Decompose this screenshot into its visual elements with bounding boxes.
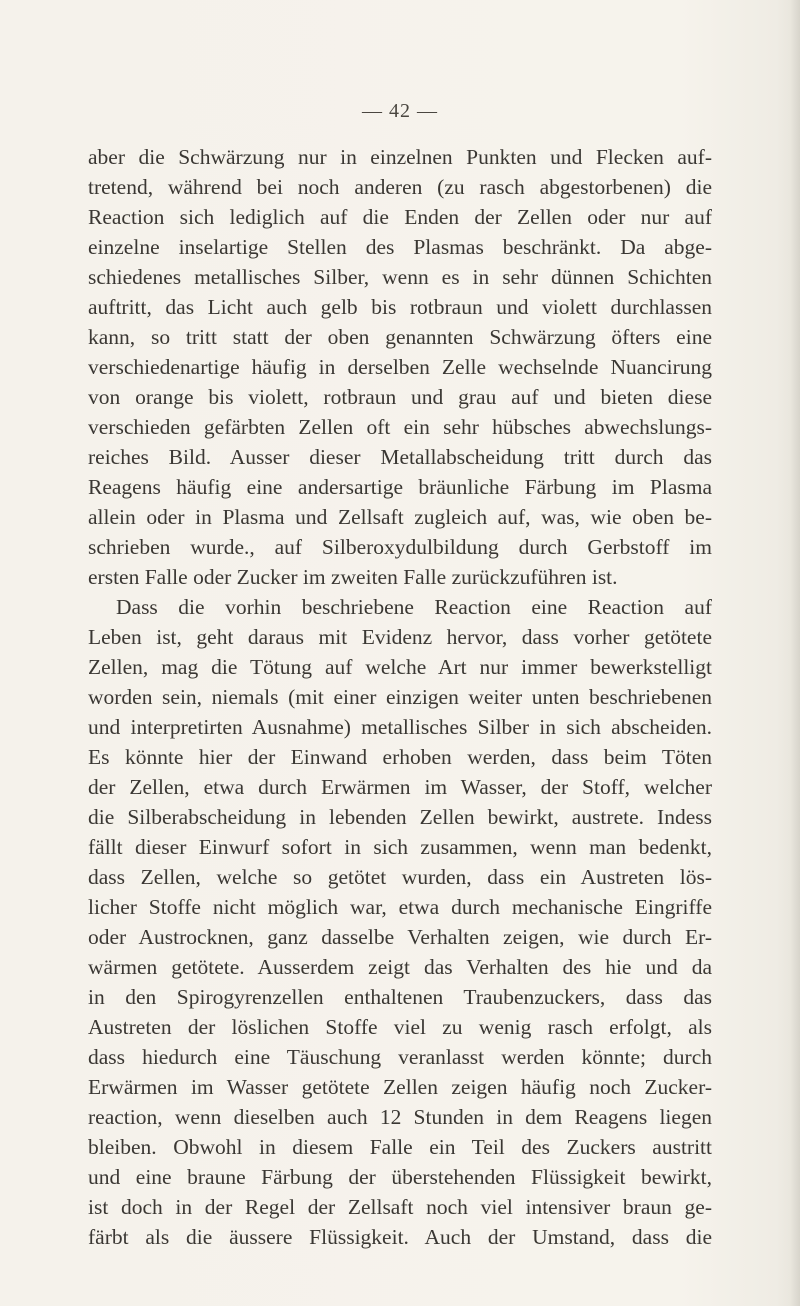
text-line-29: in den Spirogyrenzellen enthaltenen Traubenzuckers, dass das: [88, 985, 712, 1009]
text-line-6: auftritt, das Licht auch gelb bis rotbraun und violett durchlassen: [88, 295, 712, 319]
text-line-16: Dass die vorhin beschriebene Reaction eine Reaction auf: [116, 595, 712, 619]
text-line-21: Es könnte hier der Einwand erhoben werden, dass beim Töten: [88, 745, 712, 769]
text-line-19: worden sein, niemals (mit einer einzigen weiter unten beschriebenen: [88, 685, 712, 709]
text-line-9: von orange bis violett, rotbraun und grau auf und bieten diese: [88, 385, 712, 409]
text-line-18: Zellen, mag die Tötung auf welche Art nur immer bewerkstelligt: [88, 655, 712, 679]
text-line-7: kann, so tritt statt der oben genannten Schwärzung öfters eine: [88, 325, 712, 349]
text-line-28: wärmen getötete. Ausserdem zeigt das Verhalten des hie und da: [88, 955, 712, 979]
text-line-23: die Silberabscheidung in lebenden Zellen bewirkt, austrete. Indess: [88, 805, 712, 829]
text-line-4: einzelne inselartige Stellen des Plasmas beschränkt. Da abge-: [88, 235, 712, 259]
text-line-35: und eine braune Färbung der überstehenden Flüssigkeit bewirkt,: [88, 1165, 712, 1189]
text-line-36: ist doch in der Regel der Zellsaft noch viel intensiver braun ge-: [88, 1195, 712, 1219]
page-edge-shadow: [790, 0, 800, 1306]
text-line-5: schiedenes metallisches Silber, wenn es in sehr dünnen Schichten: [88, 265, 712, 289]
body-text: [88, 142, 712, 1252]
text-line-15: ersten Falle oder Zucker im zweiten Falle zurückzuführen ist.: [88, 565, 618, 589]
text-line-13: allein oder in Plasma und Zellsaft zugleich auf, was, wie oben be-: [88, 505, 712, 529]
text-line-32: Erwärmen im Wasser getötete Zellen zeigen häufig noch Zucker-: [88, 1075, 712, 1099]
text-line-20: und interpretirten Ausnahme) metallisches Silber in sich abscheiden.: [88, 715, 712, 739]
text-line-33: reaction, wenn dieselben auch 12 Stunden in dem Reagens liegen: [88, 1105, 712, 1129]
page-number-header: — 42 —: [362, 100, 438, 122]
text-line-1: aber die Schwärzung nur in einzelnen Punkten und Flecken auf-: [88, 145, 712, 169]
text-line-2: tretend, während bei noch anderen (zu rasch abgestorbenen) die: [88, 175, 712, 199]
text-line-27: oder Austrocknen, ganz dasselbe Verhalten zeigen, wie durch Er-: [88, 925, 712, 949]
text-line-11: reiches Bild. Ausser dieser Metallabscheidung tritt durch das: [88, 445, 712, 469]
text-line-30: Austreten der löslichen Stoffe viel zu wenig rasch erfolgt, als: [88, 1015, 712, 1039]
text-line-17: Leben ist, geht daraus mit Evidenz hervor, dass vorher getötete: [88, 625, 712, 649]
text-line-31: dass hiedurch eine Täuschung veranlasst werden könnte; durch: [88, 1045, 712, 1069]
text-line-22: der Zellen, etwa durch Erwärmen im Wasser, der Stoff, welcher: [88, 775, 712, 799]
text-line-10: verschieden gefärbten Zellen oft ein sehr hübsches abwechslungs-: [88, 415, 712, 439]
text-line-3: Reaction sich lediglich auf die Enden der Zellen oder nur auf: [88, 205, 712, 229]
text-line-34: bleiben. Obwohl in diesem Falle ein Teil des Zuckers austritt: [88, 1135, 712, 1159]
text-line-24: fällt dieser Einwurf sofort in sich zusammen, wenn man bedenkt,: [88, 835, 712, 859]
text-line-14: schrieben wurde., auf Silberoxydulbildung durch Gerbstoff im: [88, 535, 712, 559]
text-line-8: verschiedenartige häufig in derselben Zelle wechselnde Nuancirung: [88, 355, 712, 379]
text-line-12: Reagens häufig eine andersartige bräunliche Färbung im Plasma: [88, 475, 712, 499]
text-line-26: licher Stoffe nicht möglich war, etwa durch mechanische Eingriffe: [88, 895, 712, 919]
text-line-25: dass Zellen, welche so getötet wurden, dass ein Austreten lös-: [88, 865, 712, 889]
text-line-37: färbt als die äussere Flüssigkeit. Auch der Umstand, dass die: [88, 1225, 712, 1249]
